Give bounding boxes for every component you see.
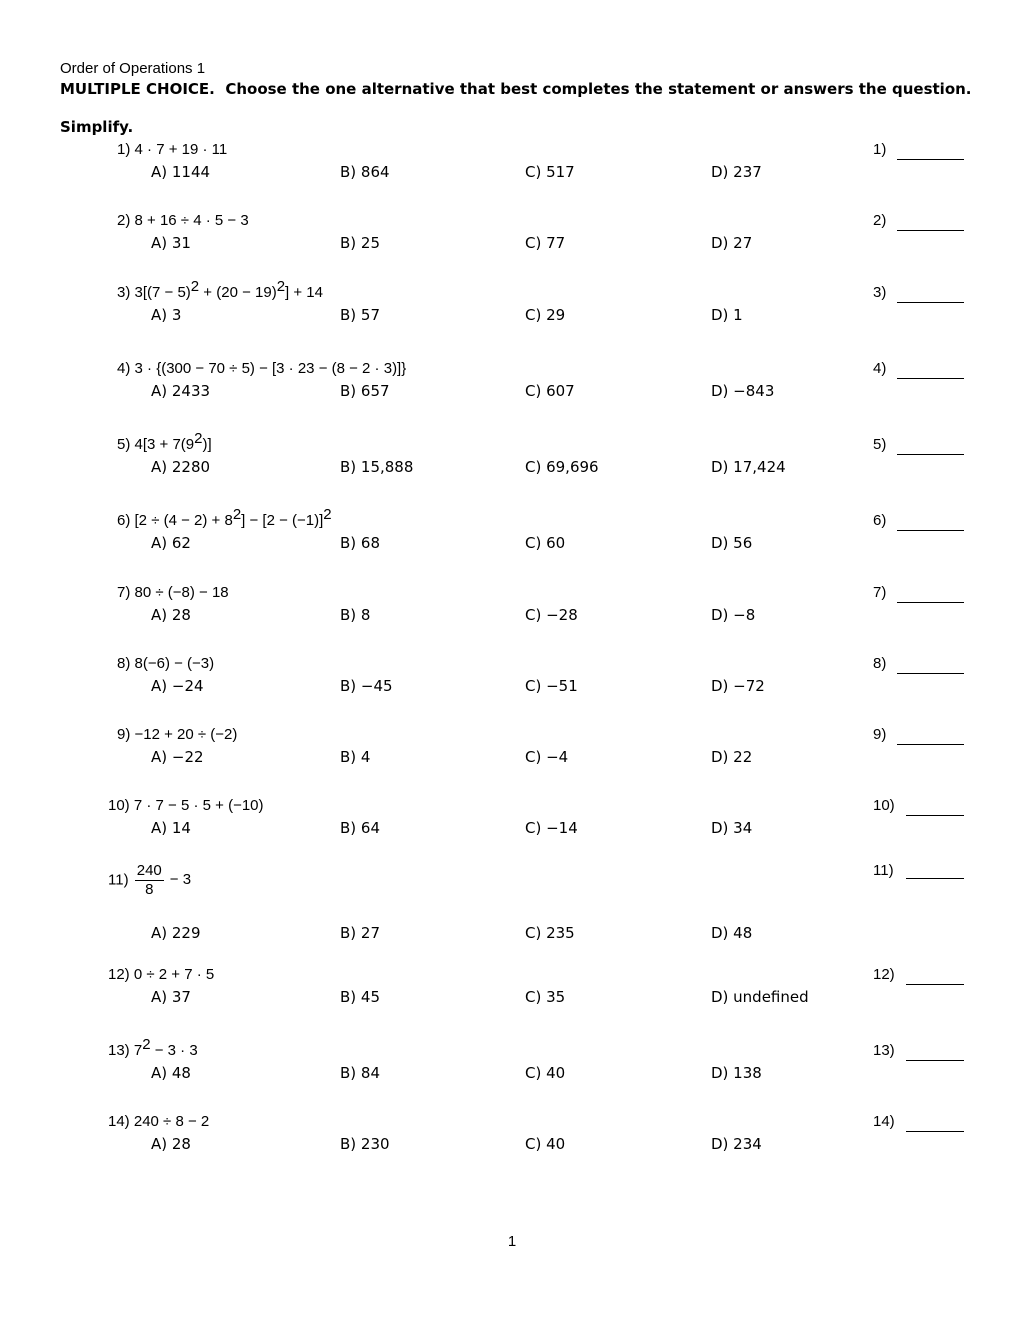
expression-part: 3 · {(300 − 70 ÷ 5) − [3 · 23 − (8 − 2 · 3)]} — [134, 360, 407, 377]
question-expression — [134, 278, 323, 301]
question-prompt — [117, 360, 406, 378]
question-expression — [134, 797, 264, 814]
answer-label: 9) — [873, 726, 887, 743]
answer-blank[interactable] — [906, 878, 964, 879]
expression-part: −12 + 20 ÷ (−2) — [134, 726, 238, 743]
question-number: 14) — [108, 1113, 130, 1130]
question-expression — [135, 655, 215, 672]
answer-choice-c[interactable]: C) 77 — [525, 234, 566, 252]
section-heading: Simplify. — [60, 118, 134, 136]
answer-choice-b[interactable]: B) 4 — [340, 748, 371, 766]
answer-choice-a[interactable]: A) 229 — [151, 924, 201, 942]
answer-choice-c[interactable]: C) 35 — [525, 988, 566, 1006]
question-expression — [134, 430, 212, 453]
expression-part: 7 — [133, 1042, 143, 1059]
answer-label: 12) — [873, 966, 895, 983]
answer-choice-a[interactable]: A) 31 — [151, 234, 191, 252]
expression-part: 8(−6) − (−3) — [134, 655, 215, 672]
question-expression — [133, 862, 192, 898]
answer-blank[interactable] — [897, 230, 964, 231]
answer-choice-c[interactable]: C) −51 — [525, 677, 578, 695]
answer-choice-a[interactable]: A) 14 — [151, 819, 191, 837]
answer-choice-b[interactable]: B) 230 — [340, 1135, 390, 1153]
question-item — [0, 212, 1024, 262]
answer-choice-c[interactable]: C) 517 — [525, 163, 575, 181]
answer-choice-d[interactable]: D) 22 — [711, 748, 753, 766]
answer-choice-c[interactable]: C) −28 — [525, 606, 578, 624]
answer-label: 5) — [873, 436, 887, 453]
question-number: 5) — [117, 436, 131, 453]
expression-part: [2 ÷ (4 − 2) + 8 — [134, 512, 233, 529]
answer-blank[interactable] — [897, 159, 964, 160]
question-item — [0, 584, 1024, 634]
answer-choice-b[interactable]: B) 45 — [340, 988, 380, 1006]
expression-part: 4[3 + 7(9 — [134, 436, 195, 453]
question-prompt — [108, 862, 191, 899]
answer-choice-c[interactable]: C) 40 — [525, 1064, 566, 1082]
question-prompt — [108, 966, 214, 984]
expression-part: ] − [2 − (−1)] — [241, 512, 324, 529]
question-number: 4) — [117, 360, 131, 377]
answer-label: 7) — [873, 584, 887, 601]
question-prompt — [117, 655, 214, 673]
answer-choice-a[interactable]: A) 2433 — [151, 382, 211, 400]
exponent: 2 — [276, 278, 286, 295]
answer-label: 10) — [873, 797, 895, 814]
question-prompt — [108, 1036, 198, 1060]
answer-blank[interactable] — [906, 984, 964, 985]
answer-choice-c[interactable]: C) 29 — [525, 306, 566, 324]
answer-choice-b[interactable]: B) 15,888 — [340, 458, 414, 476]
answer-label: 8) — [873, 655, 887, 672]
answer-choice-b[interactable]: B) 27 — [340, 924, 380, 942]
answer-choice-d[interactable]: D) −72 — [711, 677, 765, 695]
answer-choice-d[interactable]: D) undefined — [711, 988, 809, 1006]
question-number: 10) — [108, 797, 130, 814]
question-prompt — [117, 430, 212, 454]
question-number: 12) — [108, 966, 130, 983]
expression-part: )] — [202, 436, 212, 453]
answer-choice-b[interactable]: B) 84 — [340, 1064, 380, 1082]
question-expression — [134, 506, 332, 529]
answer-choice-c[interactable]: C) 69,696 — [525, 458, 599, 476]
expression-part: 3[(7 − 5) — [134, 284, 191, 301]
expression-part: 240 ÷ 8 − 2 — [133, 1113, 210, 1130]
question-prompt — [108, 797, 264, 815]
question-number: 3) — [117, 284, 131, 301]
answer-label: 1) — [873, 141, 887, 158]
question-number: 8) — [117, 655, 131, 672]
question-prompt — [117, 726, 237, 744]
question-expression — [135, 212, 249, 229]
answer-blank[interactable] — [906, 815, 964, 816]
answer-label: 6) — [873, 512, 887, 529]
question-item — [0, 726, 1024, 776]
answer-label: 14) — [873, 1113, 895, 1130]
answer-choice-d[interactable]: D) 17,424 — [711, 458, 786, 476]
question-number: 13) — [108, 1042, 130, 1059]
answer-choice-d[interactable]: D) 56 — [711, 534, 753, 552]
question-expression — [134, 966, 214, 983]
question-expression — [135, 360, 407, 377]
answer-choice-b[interactable]: B) 25 — [340, 234, 380, 252]
expression-part: 8 + 16 ÷ 4 · 5 − 3 — [134, 212, 249, 229]
answer-blank[interactable] — [906, 1060, 964, 1061]
answer-choice-a[interactable]: A) 37 — [151, 988, 191, 1006]
answer-choice-b[interactable]: B) 57 — [340, 306, 380, 324]
answer-choice-b[interactable]: B) 864 — [340, 163, 390, 181]
answer-choice-c[interactable]: C) 40 — [525, 1135, 566, 1153]
answer-blank[interactable] — [897, 602, 964, 603]
question-item — [0, 966, 1024, 1016]
answer-choice-d[interactable]: D) 1 — [711, 306, 743, 324]
question-item — [0, 1113, 1024, 1163]
document-title: Order of Operations 1 — [60, 60, 206, 77]
question-number: 7) — [117, 584, 131, 601]
answer-choice-d[interactable]: D) 27 — [711, 234, 753, 252]
question-number: 11) — [108, 871, 129, 889]
answer-choice-a[interactable]: A) 1144 — [151, 163, 211, 181]
answer-blank[interactable] — [897, 302, 964, 303]
instructions — [60, 80, 972, 98]
fraction-denominator: 8 — [145, 881, 154, 898]
answer-blank[interactable] — [897, 673, 964, 674]
question-item — [0, 506, 1024, 562]
answer-choice-a[interactable]: A) −24 — [151, 677, 204, 695]
question-prompt — [117, 212, 249, 230]
answer-choice-d[interactable]: D) 237 — [711, 163, 762, 181]
question-item — [0, 360, 1024, 410]
question-item — [0, 655, 1024, 705]
question-expression — [135, 726, 238, 743]
answer-choice-b[interactable]: B) 64 — [340, 819, 380, 837]
answer-choice-c[interactable]: C) −4 — [525, 748, 569, 766]
question-item — [0, 862, 1024, 942]
answer-choice-a[interactable]: A) 48 — [151, 1064, 191, 1082]
exponent: 2 — [190, 278, 200, 295]
question-item — [0, 278, 1024, 334]
fraction — [135, 862, 164, 899]
answer-choice-c[interactable]: C) 235 — [525, 924, 575, 942]
question-item — [0, 797, 1024, 847]
question-number: 2) — [117, 212, 131, 229]
expression-part: − 3 — [169, 871, 192, 889]
question-expression — [135, 584, 229, 601]
exponent: 2 — [142, 1036, 151, 1053]
instructions-text: Choose the one alternative that best completes the statement or answers the question. — [225, 80, 972, 98]
answer-choice-a[interactable]: A) 28 — [151, 606, 191, 624]
answer-choice-a[interactable]: A) 3 — [151, 306, 182, 324]
answer-label: 11) — [873, 862, 894, 879]
answer-choice-c[interactable]: C) 60 — [525, 534, 566, 552]
answer-choice-b[interactable]: B) 8 — [340, 606, 371, 624]
answer-label: 2) — [873, 212, 887, 229]
expression-part: 4 · 7 + 19 · 11 — [134, 141, 228, 158]
answer-choice-a[interactable]: A) 62 — [151, 534, 191, 552]
answer-blank[interactable] — [897, 454, 964, 455]
answer-choice-b[interactable]: B) 657 — [340, 382, 390, 400]
exponent: 2 — [194, 430, 203, 447]
answer-choice-b[interactable]: B) 68 — [340, 534, 380, 552]
question-prompt — [108, 1113, 209, 1131]
question-prompt — [117, 141, 227, 159]
answer-choice-b[interactable]: B) −45 — [340, 677, 393, 695]
expression-part: 7 · 7 − 5 · 5 + (−10) — [133, 797, 264, 814]
answer-choice-d[interactable]: D) 138 — [711, 1064, 762, 1082]
answer-choice-d[interactable]: D) 234 — [711, 1135, 762, 1153]
expression-part: ] + 14 — [285, 284, 323, 301]
answer-blank[interactable] — [897, 378, 964, 379]
answer-choice-d[interactable]: D) 34 — [711, 819, 753, 837]
answer-choice-d[interactable]: D) −843 — [711, 382, 775, 400]
answer-choice-a[interactable]: A) −22 — [151, 748, 204, 766]
answer-choice-a[interactable]: A) 28 — [151, 1135, 191, 1153]
answer-label: 3) — [873, 284, 887, 301]
page-number: 1 — [507, 1233, 517, 1250]
answer-label: 4) — [873, 360, 887, 377]
question-number: 9) — [117, 726, 131, 743]
question-item — [0, 141, 1024, 191]
expression-part: 0 ÷ 2 + 7 · 5 — [133, 966, 215, 983]
exponent: 2 — [323, 506, 332, 523]
answer-label: 13) — [873, 1042, 895, 1059]
instructions-lead: MULTIPLE CHOICE. — [60, 80, 215, 98]
question-number: 1) — [117, 141, 131, 158]
question-prompt — [117, 278, 323, 302]
question-number: 6) — [117, 512, 131, 529]
fraction-numerator: 240 — [136, 862, 162, 879]
exponent: 2 — [232, 506, 242, 523]
expression-part: − 3 · 3 — [150, 1042, 198, 1059]
question-item — [0, 430, 1024, 486]
answer-choice-d[interactable]: D) 48 — [711, 924, 753, 942]
answer-choice-c[interactable]: C) −14 — [525, 819, 578, 837]
expression-part: 80 ÷ (−8) − 18 — [134, 584, 229, 601]
question-prompt — [117, 584, 229, 602]
answer-blank[interactable] — [906, 1131, 964, 1132]
question-prompt — [117, 506, 332, 530]
question-expression — [135, 141, 228, 158]
answer-blank[interactable] — [897, 744, 964, 745]
answer-choice-a[interactable]: A) 2280 — [151, 458, 211, 476]
question-expression — [133, 1036, 198, 1059]
question-expression — [134, 1113, 209, 1130]
answer-choice-d[interactable]: D) −8 — [711, 606, 756, 624]
answer-blank[interactable] — [897, 530, 964, 531]
question-item — [0, 1036, 1024, 1092]
expression-part: + (20 − 19) — [199, 284, 277, 301]
answer-choice-c[interactable]: C) 607 — [525, 382, 575, 400]
